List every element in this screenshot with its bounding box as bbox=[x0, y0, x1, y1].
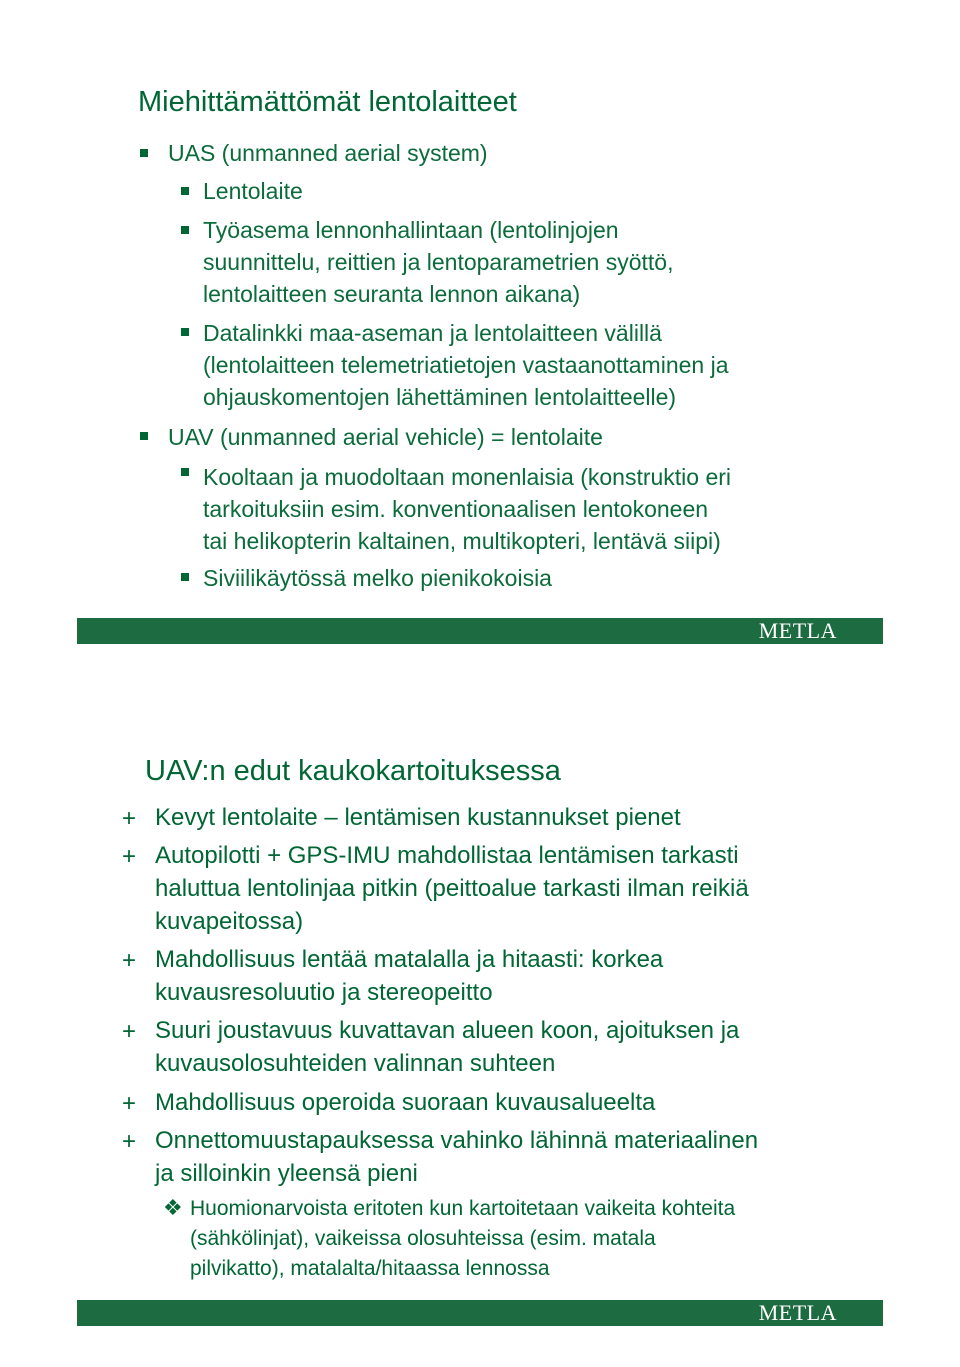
brand-logo: METLA bbox=[758, 1300, 837, 1325]
plus-bullet-icon: + bbox=[122, 1128, 137, 1155]
list-item: Kevyt lentolaite – lentämisen kustannukset pienet bbox=[155, 804, 681, 831]
slide-title: UAV:n edut kaukokartoituksessa bbox=[145, 755, 561, 787]
square-bullet-icon bbox=[181, 328, 189, 336]
plus-bullet-icon: + bbox=[122, 1090, 137, 1117]
plus-bullet-icon: + bbox=[122, 1018, 137, 1045]
brand-logo: METLA bbox=[758, 618, 837, 643]
square-bullet-icon bbox=[140, 432, 148, 440]
list-item: Siviilikäytössä melko pienikokoisia bbox=[203, 565, 552, 591]
plus-bullet-icon: + bbox=[122, 947, 137, 974]
list-item: Onnettomuustapauksessa vahinko lähinnä materiaalinen ja silloinkin yleensä pieni bbox=[155, 1127, 759, 1187]
square-bullet-icon bbox=[181, 573, 189, 581]
square-bullet-icon bbox=[140, 149, 148, 157]
list-item: Lentolaite bbox=[203, 178, 303, 204]
list-item: Huomionarvoista eritoten kun kartoitetaan vaikeita kohteita (sähkölinjat), vaikeissa olosuhteissa (esim. matala pilvikatto), matalalta/hitaassa lennossa bbox=[190, 1197, 736, 1280]
list-item: Mahdollisuus operoida suoraan kuvausalueelta bbox=[155, 1089, 656, 1116]
square-bullet-icon bbox=[181, 226, 189, 234]
list-item: Mahdollisuus lentää matalalla ja hitaasti: korkea kuvausresoluutio ja stereopeitto bbox=[155, 946, 664, 1006]
list-item: Datalinkki maa-aseman ja lentolaitteen välillä (lentolaitteen telemetriatietojen vastaanottaminen ja ohjauskomentojen lähettäminen lentolaitteelle) bbox=[203, 320, 729, 410]
list-item: Suuri joustavuus kuvattavan alueen koon, ajoituksen ja kuvausolosuhteiden valinnan suhteen bbox=[155, 1017, 740, 1077]
list-item: Autopilotti + GPS-IMU mahdollistaa lentämisen tarkasti haluttua lentolinjaa pitkin (peittoalue tarkasti ilman reikiä kuvapeitossa) bbox=[155, 842, 749, 935]
slide-title: Miehittämättömät lentolaitteet bbox=[138, 86, 517, 118]
slide-uav-advantages bbox=[0, 683, 960, 1367]
footer-bar bbox=[77, 618, 883, 644]
list-item: UAS (unmanned aerial system) bbox=[168, 140, 488, 166]
slide-uas-overview bbox=[0, 0, 960, 683]
list-item: Työasema lennonhallintaan (lentolinjojen suunnittelu, reittien ja lentoparametrien syöttö, lentolaitteen seuranta lennon aikana) bbox=[203, 217, 674, 307]
diamond-bullet-icon: ❖ bbox=[163, 1195, 183, 1220]
footer-bar bbox=[77, 1300, 883, 1326]
list-item: UAV (unmanned aerial vehicle) = lentolaite bbox=[168, 424, 603, 450]
plus-bullet-icon: + bbox=[122, 843, 137, 870]
plus-bullet-icon: + bbox=[122, 805, 137, 832]
square-bullet-icon bbox=[181, 187, 189, 195]
square-bullet-icon bbox=[181, 468, 189, 476]
list-item: Kooltaan ja muodoltaan monenlaisia (konstruktio eri tarkoituksiin esim. konventionaalisen lentokoneen tai helikopterin kaltainen, multikopteri, lentävä siipi) bbox=[203, 464, 732, 554]
